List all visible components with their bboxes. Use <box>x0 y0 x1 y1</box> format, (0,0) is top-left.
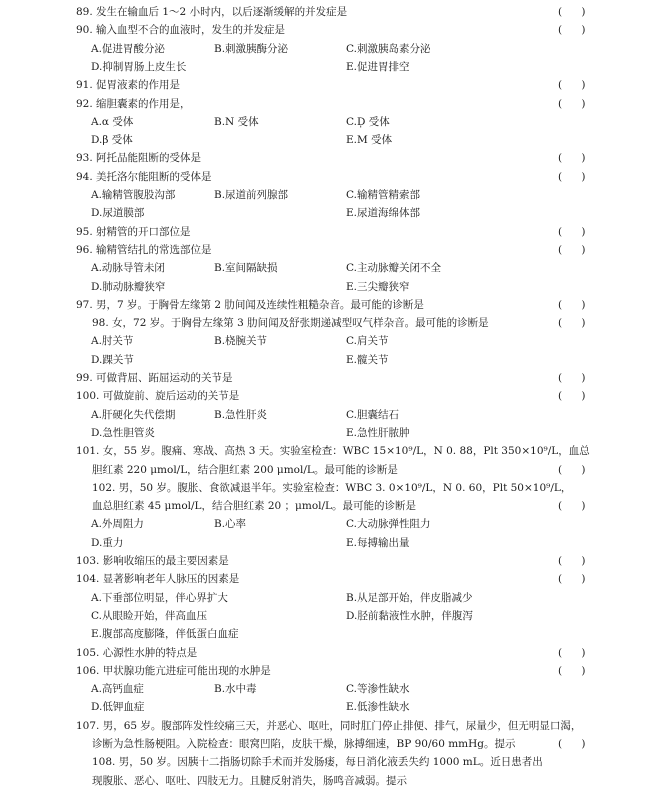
option-line <box>0 40 652 58</box>
question-text: 89. 发生在输血后 1～2 小时内，以后逐渐缓解的并发症是 <box>76 6 348 18</box>
answer-option: A.下垂部位明显，伴心界扩大 <box>91 591 228 604</box>
question-line <box>0 735 652 753</box>
answer-option: D.低钾血症 <box>91 701 145 714</box>
option-line <box>0 186 652 204</box>
question-line <box>0 149 652 167</box>
option-line <box>0 131 652 149</box>
question-text: 105. 心源性水肿的特点是 <box>76 646 198 659</box>
answer-blank: ( ) <box>558 6 594 18</box>
answer-option: D.重力 <box>91 536 124 549</box>
answer-option: C.主动脉瓣关闭不全 <box>346 262 441 275</box>
answer-blank: ( ) <box>558 738 594 750</box>
answer-option: E.每搏输出量 <box>346 536 410 549</box>
answer-option: A.输精管腹股沟部 <box>91 189 176 201</box>
answer-blank: ( ) <box>558 24 594 37</box>
question-line <box>0 570 652 588</box>
answer-option: E.腹部高度膨隆，伴低蛋白血症 <box>91 628 239 641</box>
answer-blank: ( ) <box>558 170 594 183</box>
question-text: 99. 可做背屈、跖屈运动的关节是 <box>76 372 233 384</box>
question-line <box>0 497 652 515</box>
answer-option: B.尿道前列腺部 <box>214 189 289 201</box>
answer-blank: ( ) <box>558 664 594 677</box>
answer-option: A.促进胃酸分泌 <box>91 42 165 55</box>
answer-option: B.桡腕关节 <box>214 335 268 348</box>
answer-option: E.尿道海绵体部 <box>346 207 421 220</box>
question-text: 93. 阿托品能阻断的受体是 <box>76 152 202 165</box>
question-line <box>0 3 652 21</box>
answer-option: B.水中毒 <box>214 683 257 696</box>
answer-option: A.肝硬化失代偿期 <box>91 408 176 421</box>
answer-option: B.心率 <box>214 518 247 531</box>
answer-blank: ( ) <box>558 97 594 110</box>
answer-option: B.N 受体 <box>214 115 259 128</box>
option-line <box>0 204 652 222</box>
answer-option: B.室间隔缺损 <box>214 262 278 275</box>
option-line <box>0 515 652 533</box>
option-line <box>0 698 652 716</box>
answer-option: C.刺激胰岛素分泌 <box>346 42 431 55</box>
option-line <box>0 278 652 296</box>
option-line <box>0 534 652 552</box>
question-line <box>0 314 652 332</box>
answer-option: D.抑制胃肠上皮生长 <box>91 60 187 73</box>
question-line <box>0 168 652 186</box>
question-line <box>0 442 652 460</box>
question-text: 108. 男，50 岁。因胰十二指肠切除手术而并发肠瘘，每日消化液丢失约 1000 mL。近日患者出 <box>92 756 543 769</box>
answer-option: A.肘关节 <box>91 335 134 348</box>
option-line <box>0 351 652 369</box>
answer-option: C.等渗性缺水 <box>346 683 410 696</box>
option-line <box>0 424 652 442</box>
answer-blank: ( ) <box>558 152 594 165</box>
answer-option: E.促进胃排空 <box>346 60 410 73</box>
question-line <box>0 76 652 94</box>
question-line <box>0 552 652 570</box>
question-line <box>0 387 652 405</box>
question-line <box>0 21 652 39</box>
answer-option: C.胆囊结石 <box>346 408 399 421</box>
answer-option: E.三尖瓣狭窄 <box>346 280 410 293</box>
answer-option: C.输精管精索部 <box>346 189 420 201</box>
answer-option: C.从眼睑开始，伴高血压 <box>91 609 207 622</box>
question-text: 102. 男，50 岁。腹胀、食欲减退半年。实验室检查：WBC 3. 0×10⁹/L，N 0. 60，Plt 50×10⁹/L， <box>92 481 572 494</box>
answer-option: D.β 受体 <box>91 134 133 147</box>
answer-blank: ( ) <box>558 243 594 256</box>
answer-option: C.肩关节 <box>346 335 389 348</box>
question-line <box>0 241 652 259</box>
answer-blank: ( ) <box>558 298 594 311</box>
answer-option: E.M 受体 <box>346 134 393 147</box>
question-text: 90. 输入血型不合的血液时，发生的并发症是 <box>76 24 286 37</box>
question-line <box>0 479 652 497</box>
answer-option: A.α 受体 <box>91 115 134 128</box>
answer-blank: ( ) <box>558 225 594 238</box>
question-line <box>0 662 652 680</box>
option-line <box>0 113 652 131</box>
question-text: 胆红素 220 μmol/L，结合胆红素 200 μmol/L。最可能的诊断是 <box>92 463 398 476</box>
answer-option: D.急性胆管炎 <box>91 426 155 439</box>
answer-blank: ( ) <box>558 573 594 586</box>
question-text: 血总胆红素 45 μmol/L，结合胆红素 20 ；μmol/L。最可能的诊断是 <box>92 500 417 513</box>
question-text: 94. 美托洛尔能阻断的受体是 <box>76 170 212 183</box>
answer-blank: ( ) <box>558 390 594 403</box>
answer-option: B.从足部开始，伴皮脂减少 <box>346 591 473 604</box>
question-line <box>0 461 652 479</box>
answer-option: E.急性肝脓肿 <box>346 426 410 439</box>
answer-option: B.刺激胰酶分泌 <box>214 42 289 55</box>
question-text: 92. 缩胆囊素的作用是， <box>76 97 191 110</box>
question-text: 诊断为急性肠梗阻。入院检查：眼窝凹陷，皮肤干燥，脉搏细速，BP 90/60 mmHg。提示 <box>92 738 516 750</box>
question-line <box>0 772 652 790</box>
option-line <box>0 589 652 607</box>
answer-option: D.踝关节 <box>91 353 134 366</box>
question-text: 现腹胀、恶心、呕吐、四肢无力。且腱反射消失，肠鸣音减弱。提示 <box>92 774 407 787</box>
option-line <box>0 406 652 424</box>
option-line <box>0 332 652 350</box>
option-line <box>0 680 652 698</box>
answer-blank: ( ) <box>558 555 594 567</box>
answer-option: E.低渗性缺水 <box>346 701 410 714</box>
answer-blank: ( ) <box>558 79 594 92</box>
option-line <box>0 58 652 76</box>
answer-option: A.高钙血症 <box>91 683 144 696</box>
option-line <box>0 607 652 625</box>
answer-option: D.肺动脉瓣狭窄 <box>91 280 166 293</box>
question-line <box>0 753 652 771</box>
answer-blank: ( ) <box>558 463 594 476</box>
question-text: 103. 影响收缩压的最主要因素是 <box>76 555 229 567</box>
answer-blank: ( ) <box>558 372 594 384</box>
option-line <box>0 259 652 277</box>
question-text: 107. 男，65 岁。腹部阵发性绞痛三天，并恶心、呕吐，同时肛门停止排便、排气，尿量少，但无明显口渴， <box>76 719 582 732</box>
answer-option: D.尿道膜部 <box>91 207 145 220</box>
answer-blank: ( ) <box>558 500 594 513</box>
option-line <box>0 625 652 643</box>
question-text: 97. 男，7 岁。于胸骨左缘第 2 肋间闻及连续性粗糙杂音。最可能的诊断是 <box>76 298 424 311</box>
question-text: 104. 显著影响老年人脉压的因素是 <box>76 573 240 586</box>
question-text: 95. 射精管的开口部位是 <box>76 225 191 238</box>
question-line <box>0 223 652 241</box>
question-text: 106. 甲状腺功能亢进症可能出现的水肿是 <box>76 664 271 677</box>
question-line <box>0 95 652 113</box>
question-line <box>0 717 652 735</box>
question-line <box>0 296 652 314</box>
answer-option: B.急性肝炎 <box>214 408 268 421</box>
question-text: 91. 促胃液素的作用是 <box>76 79 181 92</box>
answer-blank: ( ) <box>558 317 594 330</box>
answer-option: A.动脉导管未闭 <box>91 262 165 275</box>
question-line <box>0 644 652 662</box>
question-line <box>0 369 652 387</box>
answer-blank: ( ) <box>558 646 594 659</box>
answer-option: C.大动脉弹性阻力 <box>346 518 431 531</box>
question-text: 101. 女，55 岁。腹痛、寒战、高热 3 天。实验室检查：WBC 15×10⁹/L，N 0. 88，Plt 350×10⁹/L，血总 <box>76 445 590 458</box>
question-text: 100. 可做旋前、旋后运动的关节是 <box>76 390 240 403</box>
answer-option: A.外周阻力 <box>91 518 144 531</box>
question-text: 96. 输精管结扎的常选部位是 <box>76 243 212 256</box>
answer-option: E.髋关节 <box>346 353 389 366</box>
question-text: 98. 女，72 岁。于胸骨左缘第 3 肋间闻及舒张期递减型叹气样杂音。最可能的诊断是 <box>92 317 489 330</box>
answer-option: C.D̩ 受体 <box>346 115 390 128</box>
answer-option: D.胫前黏液性水肿，伴腹泻 <box>346 609 473 622</box>
